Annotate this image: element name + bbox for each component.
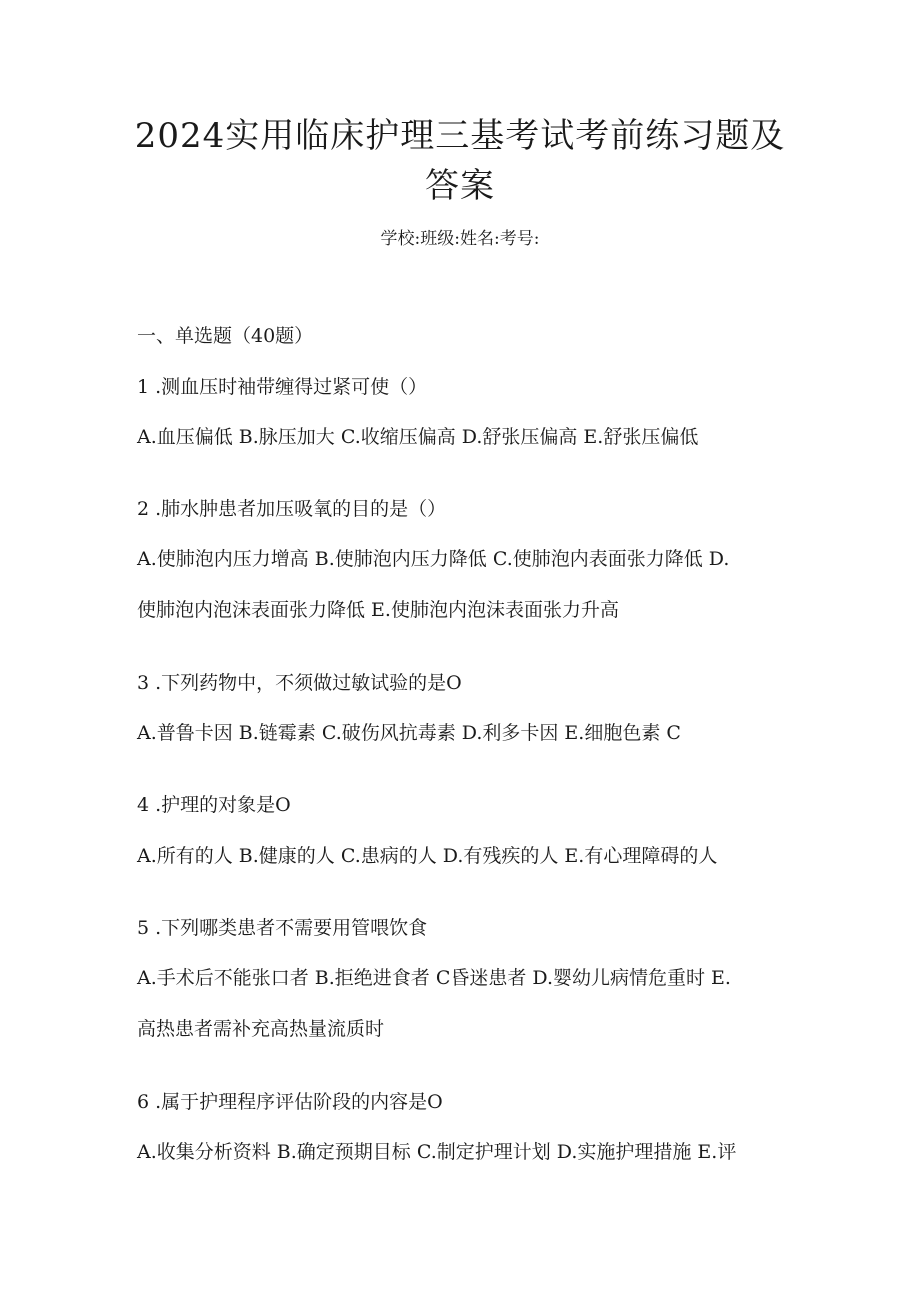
question-4-options: A.所有的人 B.健康的人 C.患病的人 D.有残疾的人 E.有心理障碍的人 bbox=[137, 845, 718, 867]
document-title-line-1: 2024实用临床护理三基考试考前练习题及 bbox=[134, 116, 786, 156]
question-4-stem: 4 .护理的对象是O bbox=[137, 794, 291, 816]
question-5-options-line-2: 高热患者需补充高热量流质时 bbox=[137, 1018, 385, 1040]
document-title-line-2: 答案 bbox=[425, 166, 495, 206]
section-heading: 一、单选题（40题） bbox=[137, 325, 314, 347]
question-3-options: A.普鲁卡因 B.链霉素 C.破伤风抗毒素 D.利多卡因 E.细胞色素 C bbox=[137, 722, 681, 744]
question-2-options-line-2: 使肺泡内泡沫表面张力降低 E.使肺泡内泡沫表面张力升高 bbox=[137, 599, 619, 621]
question-5-options-line-1: A.手术后不能张口者 B.拒绝进食者 C昏迷患者 D.婴幼儿病情危重时 E. bbox=[137, 967, 731, 989]
student-info-line: 学校:班级:姓名:考号: bbox=[380, 229, 540, 249]
question-6-options: A.收集分析资料 B.确定预期目标 C.制定护理计划 D.实施护理措施 E.评 bbox=[137, 1141, 737, 1163]
question-3-stem: 3 .下列药物中，不须做过敏试验的是O bbox=[137, 672, 462, 694]
question-5-stem: 5 .下列哪类患者不需要用管喂饮食 bbox=[137, 917, 428, 939]
question-1-stem: 1 .测血压时袖带缠得过紧可使（） bbox=[137, 376, 428, 398]
question-1-options: A.血压偏低 B.脉压加大 C.收缩压偏高 D.舒张压偏高 E.舒张压偏低 bbox=[137, 426, 699, 448]
question-2-stem: 2 .肺水肿患者加压吸氧的目的是（） bbox=[137, 498, 447, 520]
question-2-options-line-1: A.使肺泡内压力增高 B.使肺泡内压力降低 C.使肺泡内表面张力降低 D. bbox=[137, 548, 730, 570]
question-6-stem: 6 .属于护理程序评估阶段的内容是O bbox=[137, 1091, 443, 1113]
